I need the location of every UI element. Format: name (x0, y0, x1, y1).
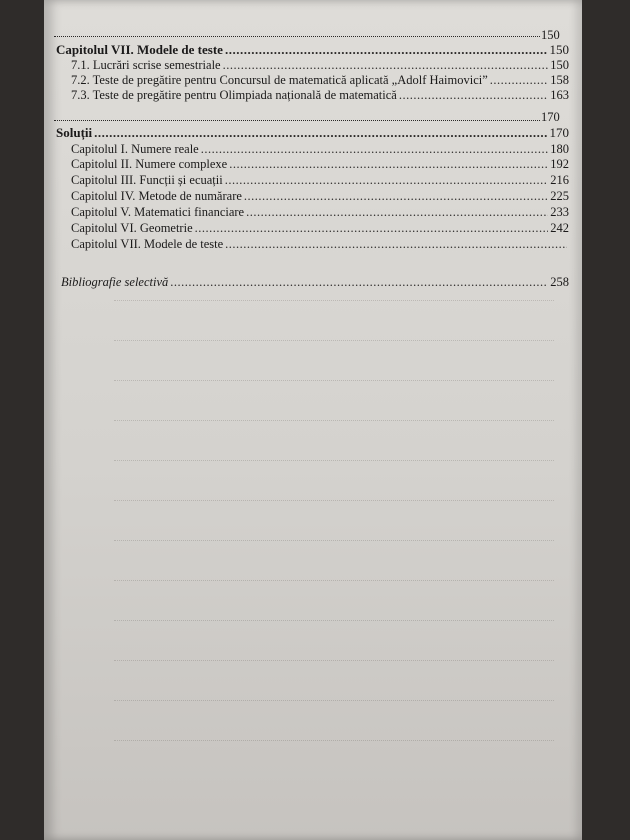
show-through-line (114, 380, 554, 382)
show-through-line (114, 580, 554, 582)
toc-entry (71, 221, 569, 235)
toc-entry-page: 170 (549, 125, 569, 140)
toc-entry-title: Bibliografie selectivă (61, 275, 169, 289)
dotted-rule (54, 120, 540, 121)
dotted-rule (54, 36, 540, 37)
toc-entry-page: 163 (550, 88, 569, 102)
toc-entry (71, 142, 569, 156)
toc-entry-title: Capitolul IV. Metode de numărare (71, 189, 242, 203)
toc-entry-title: Capitolul VII. Modele de teste (71, 237, 224, 251)
toc-entry-page: 258 (550, 275, 569, 289)
leader-dots (244, 189, 548, 203)
toc-entry-title: Soluții (56, 125, 93, 140)
toc-entry-page: 216 (550, 173, 569, 187)
toc-entry (71, 189, 569, 203)
toc-entry (71, 157, 569, 171)
show-through-line (114, 540, 554, 542)
show-through-line (114, 660, 554, 662)
toc-entry-page: 192 (550, 157, 569, 171)
toc-entry-title: Capitolul I. Numere reale (71, 142, 199, 156)
toc-entry-title: 7.2. Teste de pregătire pentru Concursul de matematică aplicată „Adolf Haimovici” (71, 73, 488, 87)
toc-entry-title: Capitolul II. Numere complexe (71, 157, 228, 171)
toc-entry-title: 7.3. Teste de pregătire pentru Olimpiada națională de matematică (71, 88, 397, 102)
toc-entry-title: 7.1. Lucrări scrise semestriale (71, 58, 221, 72)
toc-entry-solutions (56, 126, 569, 140)
toc-entry-title: Capitolul V. Matematici financiare (71, 205, 245, 219)
leader-dots (246, 205, 548, 219)
toc-entry-page: 180 (550, 142, 569, 156)
leader-dots (225, 43, 548, 57)
show-through-line (114, 460, 554, 462)
toc-entry-title: Capitolul III. Funcții și ecuații (71, 173, 223, 187)
show-through-line (114, 740, 554, 742)
toc-entry (71, 205, 569, 219)
leader-dots (225, 173, 549, 187)
toc-entry-title: Capitolul VI. Geometrie (71, 221, 193, 235)
show-through-line (114, 300, 554, 302)
leader-dots (399, 88, 548, 102)
leader-dots (201, 142, 549, 156)
leader-dots (195, 221, 549, 235)
page-number: 150 (541, 28, 560, 42)
page-number: 170 (541, 110, 560, 124)
toc-entry (71, 173, 569, 187)
leader-dots (223, 58, 549, 72)
toc-entry-title: Capitolul VII. Modele de teste (56, 42, 223, 57)
toc-entry-bibliography (61, 275, 569, 289)
leader-dots (229, 157, 548, 171)
leader-dots (94, 126, 547, 140)
toc-entry-chapter7 (56, 43, 569, 57)
toc-entry (71, 237, 569, 251)
show-through-line (114, 620, 554, 622)
toc-entry-page: 233 (550, 205, 569, 219)
toc-entry-page: 242 (550, 221, 569, 235)
book-page (44, 0, 582, 840)
show-through-line (114, 700, 554, 702)
toc-entry (71, 73, 569, 87)
toc-entry-page: 150 (549, 42, 569, 57)
toc-entry (71, 58, 569, 72)
toc-entry (71, 88, 569, 102)
leader-dots (170, 275, 548, 289)
show-through-line (114, 420, 554, 422)
toc-entry-page: 225 (550, 189, 569, 203)
show-through-line (114, 500, 554, 502)
leader-dots (225, 237, 567, 251)
toc-entry-page: 150 (550, 58, 569, 72)
show-through-line (114, 340, 554, 342)
leader-dots (490, 73, 548, 87)
toc-entry-page: 158 (550, 73, 569, 87)
